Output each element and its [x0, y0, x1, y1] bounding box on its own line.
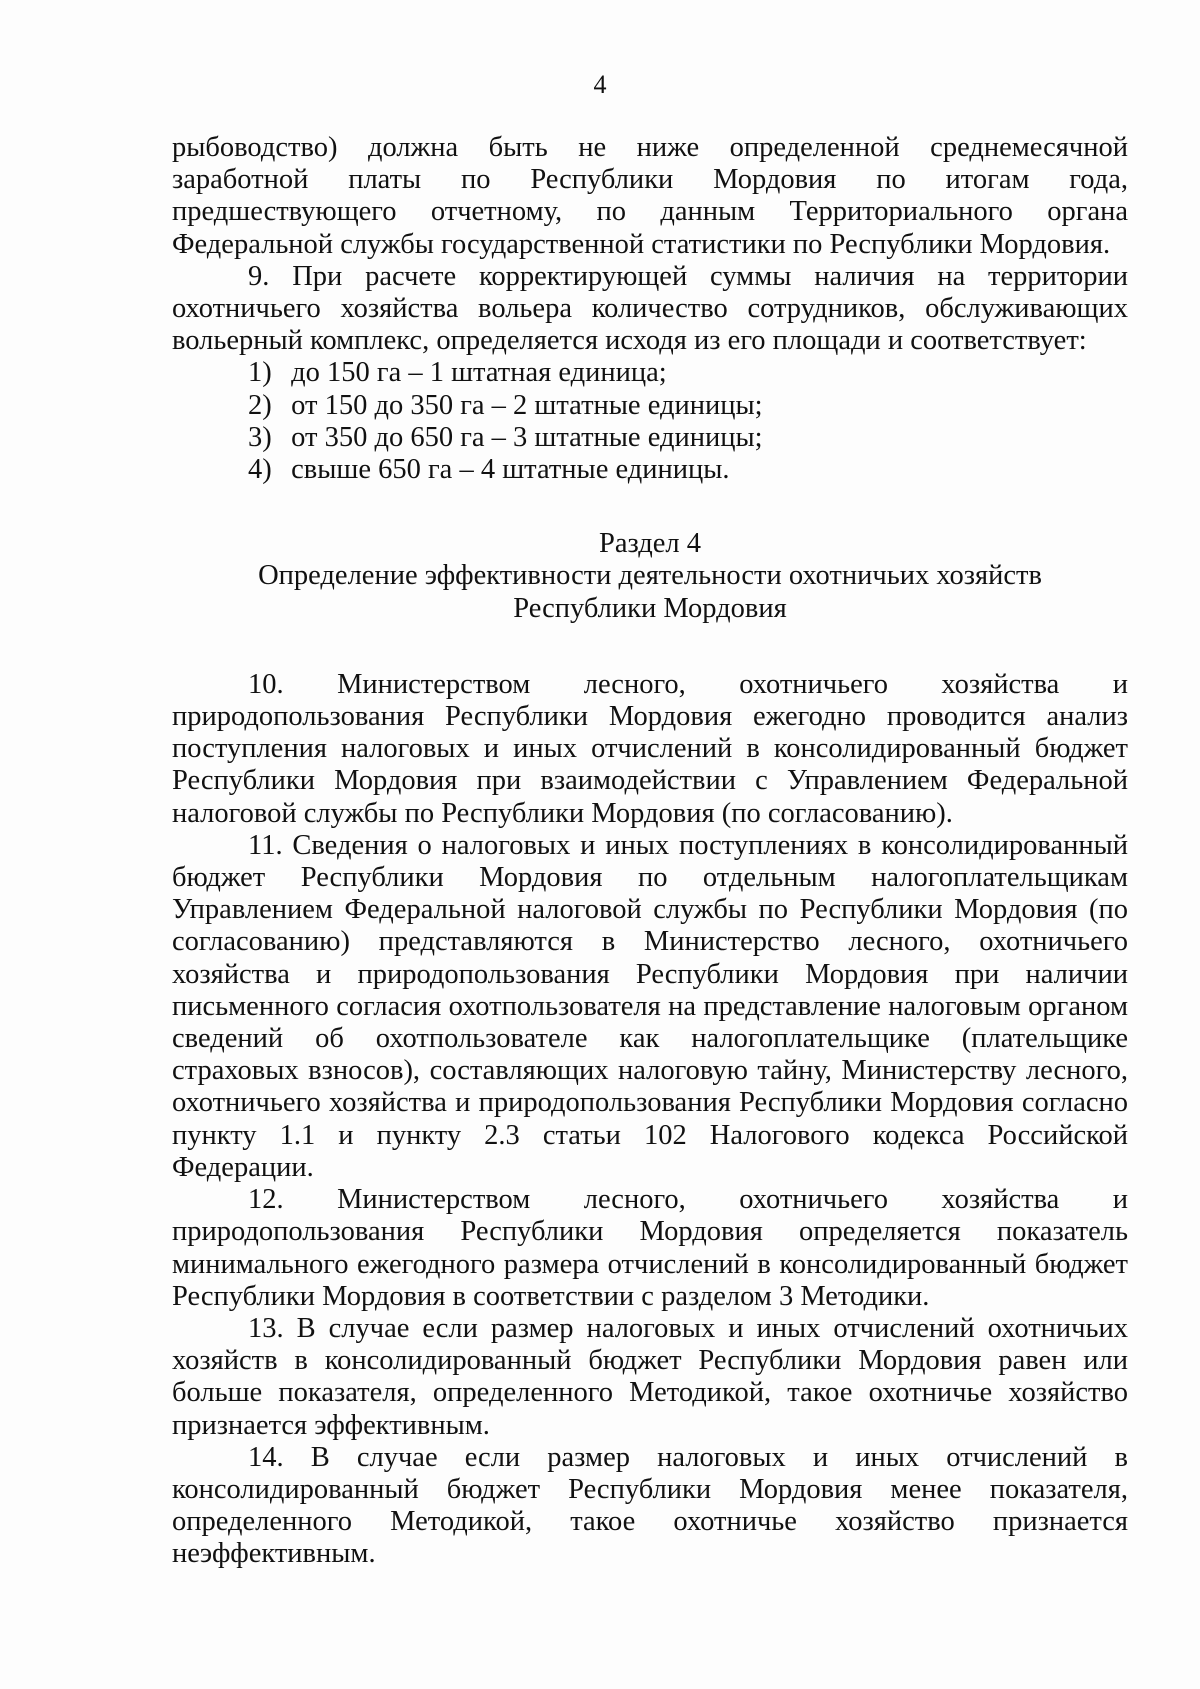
section-title-line-1: Определение эффективности деятельности охотничьих хозяйств	[258, 560, 1042, 592]
clause-9-text: 9. При расчете корректирующей суммы наличия на территории охотничьего хозяйства вольера количество сотрудников, обслуживающих вольерный комплекс, определяется исходя из его площади и соответствует:	[172, 260, 1128, 357]
clause-14: 14. В случае если размер налоговых и иных отчислений в консолидированный бюджет Республики Мордовия менее показателя, определенного Методикой, такое охотничье хозяйство признается неэффективным.	[172, 1441, 1128, 1570]
clause-10: 10. Министерством лесного, охотничьего хозяйства и природопользования Республики Мордовия ежегодно проводится анализ поступления налоговых и иных отчислений в консолидированный бюджет Республики Мордовия при взаимодействии с Управлением Федеральной налоговой службы по Республики Мордовия (по согласованию).	[172, 668, 1128, 829]
clause-13: 13. В случае если размер налоговых и иных отчислений охотничьих хозяйств в консолидированный бюджет Республики Мордовия равен или больше показателя, определенного Методикой, такое охотничье хозяйство признается эффективным.	[172, 1312, 1128, 1441]
list-item	[172, 390, 1128, 422]
list-item-text: от 350 до 650 га – 3 штатные единицы;	[291, 421, 763, 453]
list-item	[172, 422, 1128, 454]
document-body	[172, 132, 1128, 1571]
page-number: 4	[593, 70, 607, 99]
staff-units-list	[172, 357, 1128, 486]
intro-paragraph: рыбоводство) должна быть не ниже определенной среднемесячной заработной платы по Республики Мордовия по итогам года, предшествующего отчетному, по данным Территориального органа Федеральной службы государственной статистики по Республики Мордовия.	[172, 132, 1128, 260]
section-heading	[172, 528, 1128, 625]
list-item	[172, 454, 1128, 486]
section-title-line-2: Республики Мордовия	[513, 592, 787, 624]
list-item-text: до 150 га – 1 штатная единица;	[291, 357, 667, 389]
list-item-number: 4)	[248, 454, 272, 486]
section-label: Раздел 4	[599, 528, 701, 560]
clause-11: 11. Сведения о налоговых и иных поступлениях в консолидированный бюджет Республики Мордовия по отдельным налогоплательщикам Управлением Федеральной налоговой службы по Республики Мордовия (по согласованию) представляются в Министерство лесного, охотничьего хозяйства и природопользования Республики Мордовия при наличии письменного согласия охотпользователя на представление налоговым органом сведений об охотпользователе как налогоплательщике (плательщике страховых взносов), составляющих налоговую тайну, Министерству лесного, охотничьего хозяйства и природопользования Республики Мордовия согласно пункту 1.1 и пункту 2.3 статьи 102 Налогового кодекса Российской Федерации.	[172, 829, 1128, 1183]
list-item-text: свыше 650 га – 4 штатные единицы.	[291, 454, 730, 486]
clause-12: 12. Министерством лесного, охотничьего хозяйства и природопользования Республики Мордовия определяется показатель минимального ежегодного размера отчислений в консолидированный бюджет Республики Мордовия в соответствии с разделом 3 Методики.	[172, 1184, 1128, 1312]
list-item	[172, 357, 1128, 389]
list-item-number: 3)	[248, 421, 272, 453]
list-item-number: 1)	[248, 357, 272, 389]
list-item-number: 2)	[248, 389, 272, 421]
list-item-text: от 150 до 350 га – 2 штатные единицы;	[291, 389, 763, 421]
